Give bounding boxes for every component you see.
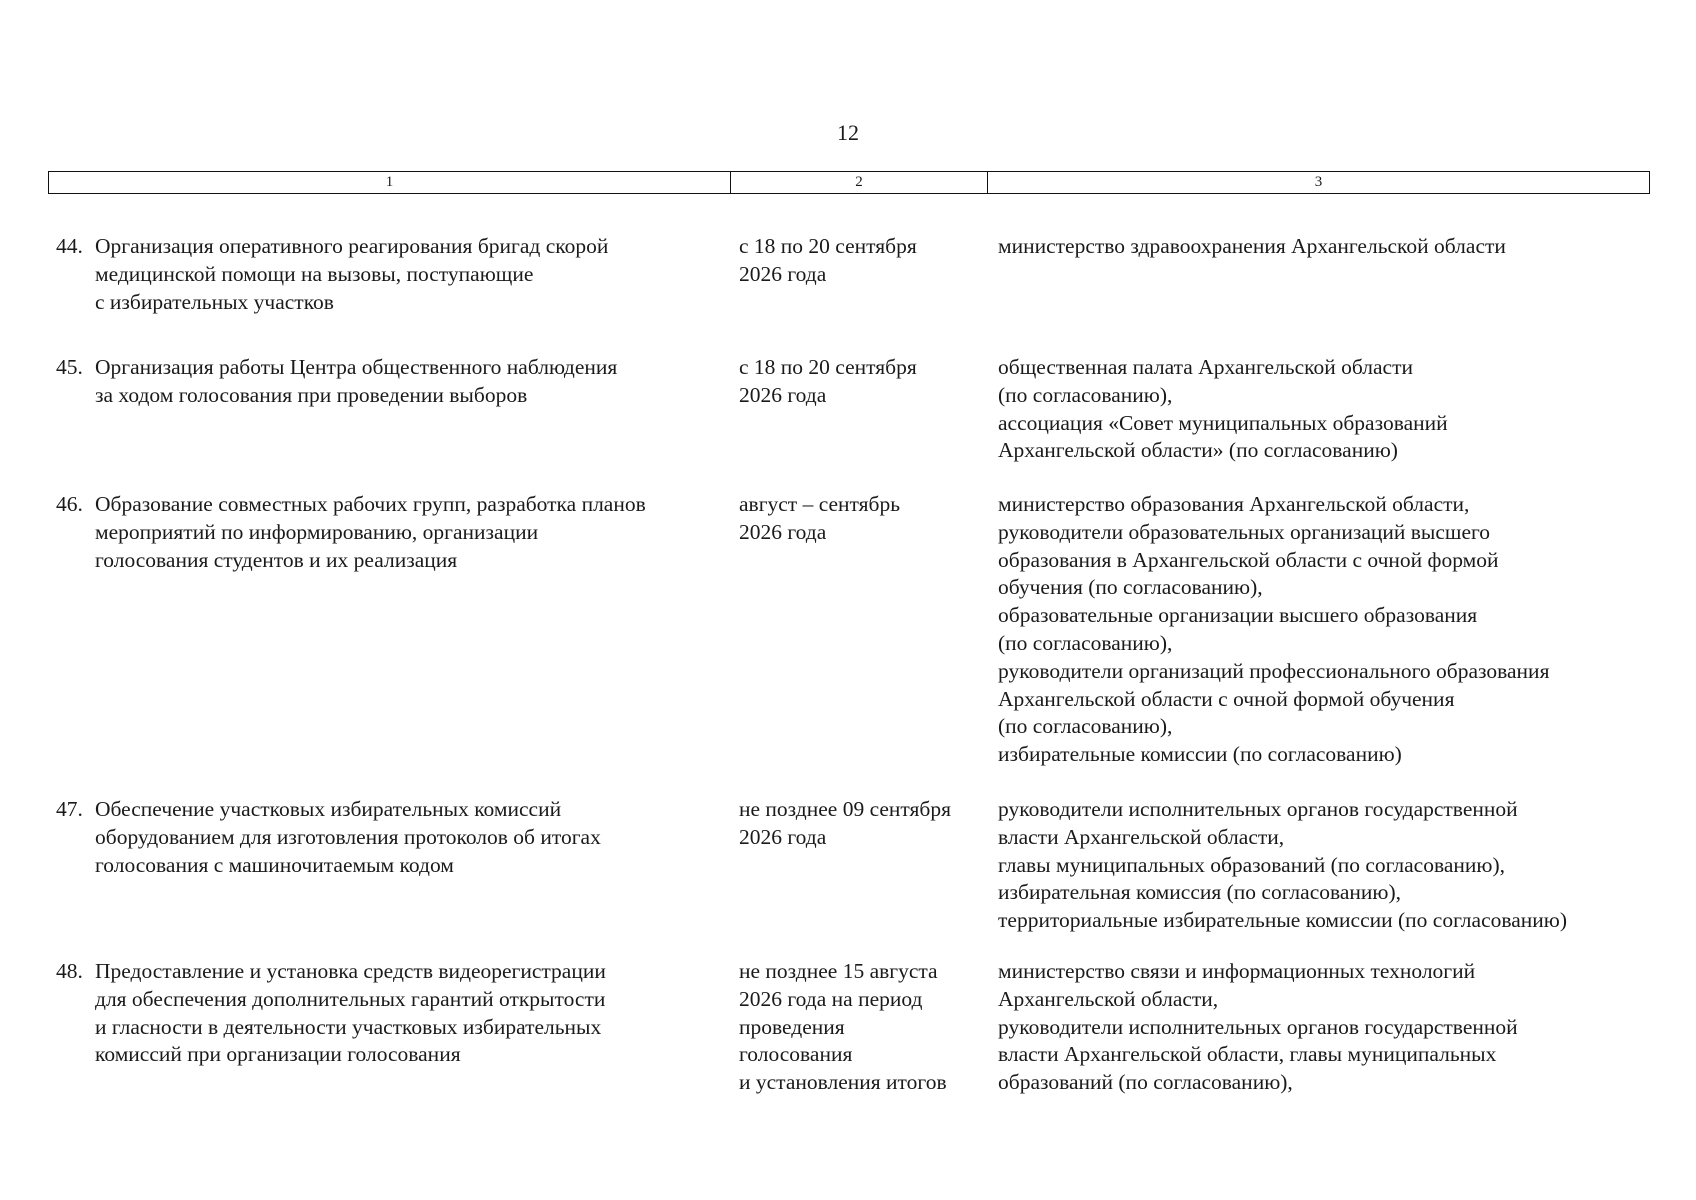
row-description: Организация работы Центра общественного наблюдения за ходом голосования при проведении выборов xyxy=(95,355,618,407)
row-responsible: министерство здравоохранения Архангельской области xyxy=(998,234,1506,258)
row-description: Обеспечение участковых избирательных комиссий оборудованием для изготовления протоколов об итогах голосования с машиночитаемым кодом xyxy=(95,797,601,877)
row-deadline: не позднее 09 сентября 2026 года xyxy=(739,797,951,849)
row-deadline: с 18 по 20 сентября 2026 года xyxy=(739,234,917,286)
row-responsible: руководители исполнительных органов государственной власти Архангельской области, главы муниципальных образований (по согласованию), избирательная комиссия (по согласованию), территориальные избирательные комиссии (по согласованию) xyxy=(998,797,1568,933)
row-number: 45. xyxy=(56,355,83,379)
header-column-1: 1 xyxy=(49,172,731,193)
row-number: 44. xyxy=(56,234,83,258)
row-deadline: август – сентябрь 2026 года xyxy=(739,492,901,544)
row-responsible: общественная палата Архангельской области (по согласованию), ассоциация «Совет муниципальных образований Архангельской области» (по согласованию) xyxy=(998,355,1448,463)
row-responsible: министерство образования Архангельской области, руководители образовательных организаций высшего образования в Архангельской области с очной формой обучения (по согласованию), образовательные организации высшего образования (по согласованию), руководители организаций профессионального образования Архангельской области с очной формой обучения (по согласованию), избирательные комиссии (по согласованию) xyxy=(998,492,1550,767)
row-responsible: министерство связи и информационных технологий Архангельской области, руководители исполнительных органов государственной власти Архангельской области, главы муниципальных образований (по согласованию), xyxy=(998,959,1518,1095)
page-number: 12 xyxy=(837,120,859,145)
table-header-row xyxy=(48,171,1650,194)
row-description: Предоставление и установка средств видеорегистрации для обеспечения дополнительных гарантий открытости и гласности в деятельности участковых избирательных комиссий при организации голосования xyxy=(95,959,606,1067)
row-deadline: с 18 по 20 сентября 2026 года xyxy=(739,355,917,407)
row-number: 46. xyxy=(56,492,83,516)
row-number: 48. xyxy=(56,959,83,983)
row-number: 47. xyxy=(56,797,83,821)
header-column-2: 2 xyxy=(731,172,988,193)
row-description: Образование совместных рабочих групп, разработка планов мероприятий по информированию, организации голосования студентов и их реализация xyxy=(95,492,646,572)
header-column-3: 3 xyxy=(1314,174,1323,190)
row-description: Организация оперативного реагирования бригад скорой медицинской помощи на вызовы, поступающие с избирательных участков xyxy=(95,234,609,314)
row-deadline: не позднее 15 августа 2026 года на период проведения голосования и установления итогов xyxy=(739,959,947,1095)
